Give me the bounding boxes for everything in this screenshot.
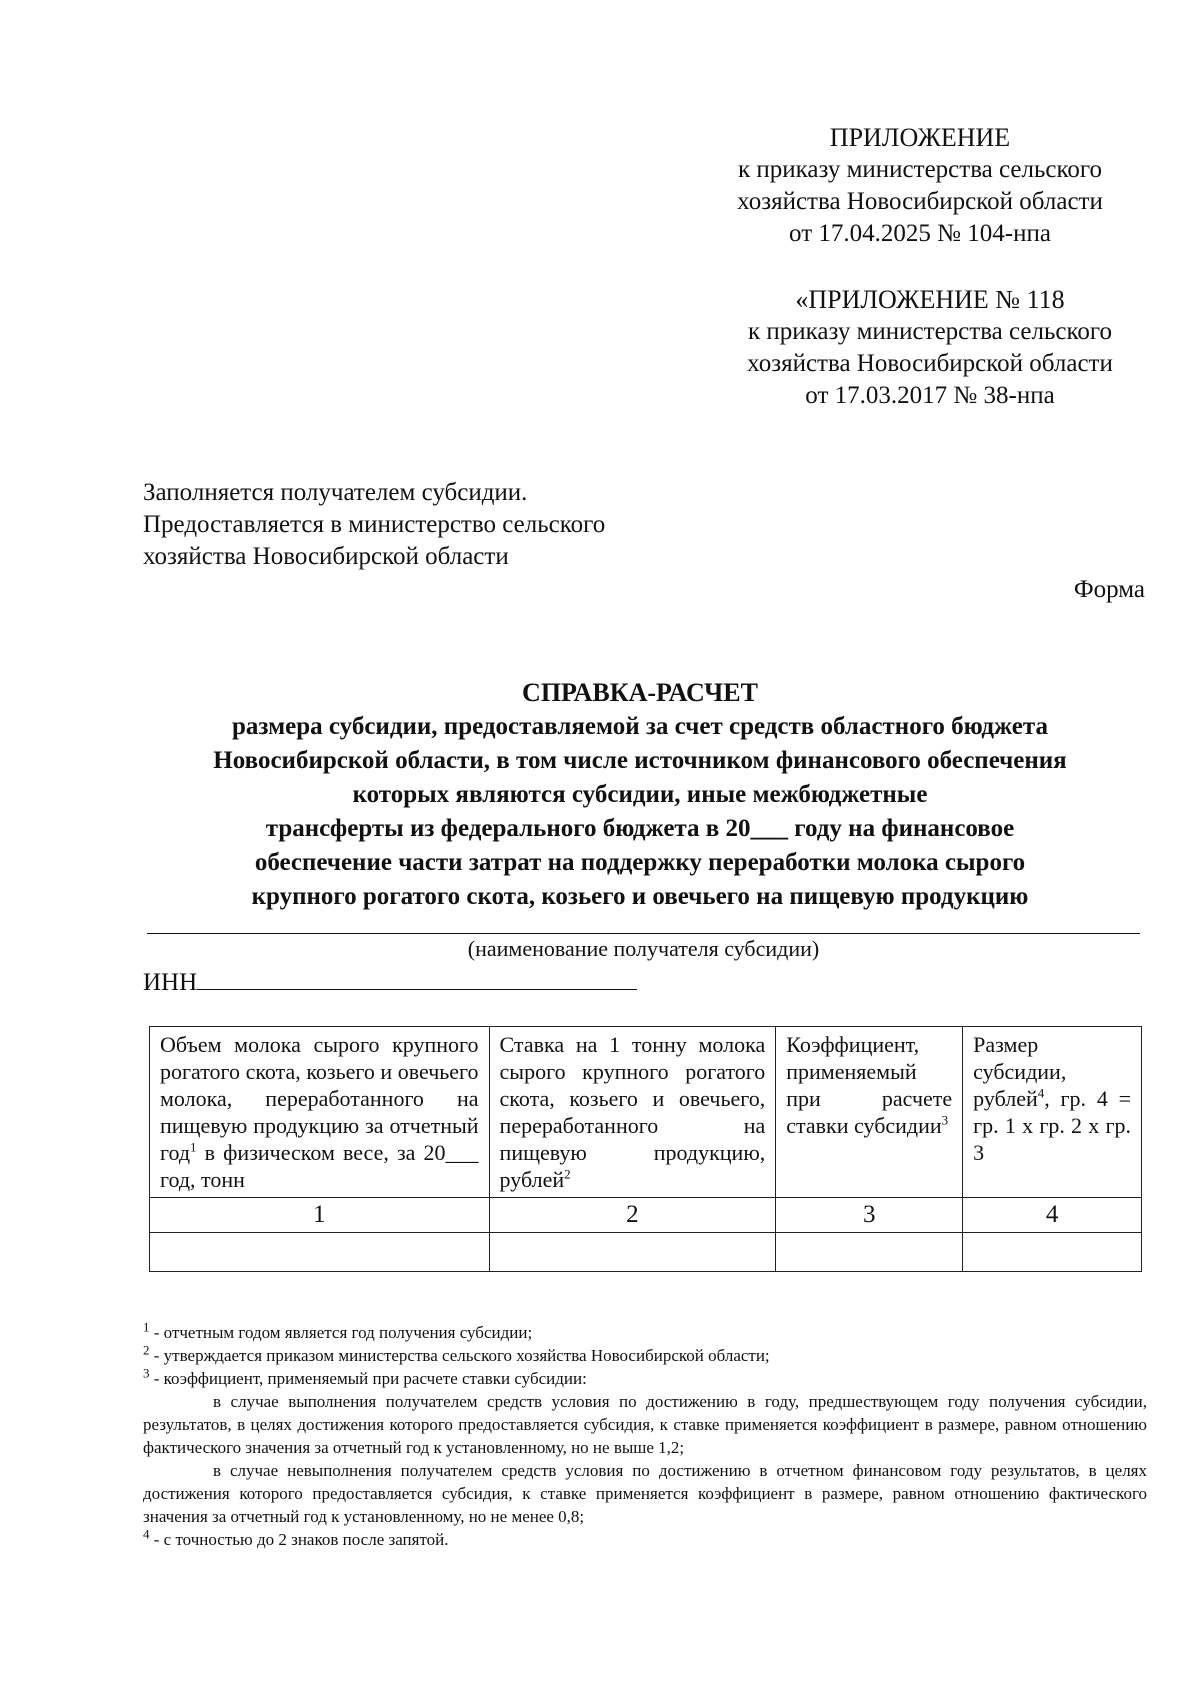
column-number: 3	[776, 1198, 963, 1233]
intro-line: хозяйства Новосибирской области	[143, 543, 509, 570]
footnotes	[143, 1321, 1147, 1551]
appendix-line: от 17.03.2017 № 38-нпа	[805, 382, 1055, 409]
header-cell-coefficient: Коэффициент, применяемый при расчете ставки субсидии$^3$	[776, 1027, 963, 1198]
title-line: обеспечение части затрат на поддержку переработки молока сырого	[254, 849, 1026, 876]
intro-line: Заполняется получателем субсидии.	[143, 479, 528, 506]
appendix-title: «ПРИЛОЖЕНИЕ № 118	[795, 285, 1065, 314]
title-line: размера субсидии, предоставляемой за счет средств областного бюджета	[232, 713, 1048, 740]
appendix-line: хозяйства Новосибирской области	[737, 188, 1103, 215]
table-data-row	[150, 1233, 1142, 1272]
appendix-title: ПРИЛОЖЕНИЕ	[829, 123, 1011, 152]
title-line: Новосибирской области, в том числе источником финансового обеспечения	[213, 747, 1067, 774]
recipient-caption: (наименование получателя субсидии)	[467, 936, 820, 961]
intro-note	[143, 477, 605, 573]
footnote: $^3$ - коэффициент, применяемый при расчете ставки субсидии:	[143, 1365, 587, 1388]
title-line: трансферты из федерального бюджета в 20___ году на финансовое	[265, 815, 1015, 842]
recipient-name-line[interactable]	[147, 933, 1140, 934]
calculation-table	[149, 1026, 1142, 1272]
title-line: которых являются субсидии, иные межбюджетные	[352, 781, 928, 808]
appendix-118-header	[680, 284, 1180, 412]
document-title	[140, 676, 1140, 914]
data-cell[interactable]	[776, 1233, 963, 1272]
appendix-header	[680, 122, 1160, 250]
footnote: $^1$ - отчетным годом является год получения субсидии;	[143, 1319, 533, 1342]
appendix-line: к приказу министерства сельского	[747, 318, 1112, 345]
data-cell[interactable]	[963, 1233, 1142, 1272]
footnote: $^4$ - с точностью до 2 знаков после запятой.	[143, 1526, 449, 1549]
table-header-row	[150, 1027, 1142, 1198]
inn-label: ИНН	[143, 969, 198, 996]
appendix-line: хозяйства Новосибирской области	[747, 350, 1113, 377]
header-cell-subsidy-amount: Размер субсидии, рублей$^4$, гр. 4 = гр. 1 x гр. 2 x гр. 3	[963, 1027, 1142, 1198]
appendix-line: от 17.04.2025 № 104-нпа	[789, 220, 1051, 247]
footnote-paragraph: в случае невыполнения получателем средств условия по достижению в отчетном финансовом году результатов, в целях достижения которого предоставляется субсидия, к ставке применяется коэффициент в размере, равном отношению фактического значения за отчетный год к установленному, но не менее 0,8;	[143, 1461, 1147, 1526]
footnote-paragraph: в случае выполнения получателем средств условия по достижению в году, предшествующем году получения субсидии, результатов, в целях достижения которого предоставляется субсидия, к ставке применяется коэффициент в размере, равном отношению фактического значения за отчетный год к установленному, но не выше 1,2;	[143, 1392, 1147, 1457]
inn-input-line[interactable]	[197, 963, 637, 990]
title-main: СПРАВКА-РАСЧЕТ	[522, 678, 758, 707]
column-number: 4	[963, 1198, 1142, 1233]
data-cell[interactable]	[150, 1233, 490, 1272]
intro-line: Предоставляется в министерство сельского	[143, 511, 606, 538]
data-cell[interactable]	[489, 1233, 776, 1272]
footnote: $^2$ - утверждается приказом министерства сельского хозяйства Новосибирской области;	[143, 1342, 770, 1365]
title-line: крупного рогатого скота, козьего и овечьего на пищевую продукцию	[251, 883, 1029, 910]
header-cell-milk-volume: Объем молока сырого крупного рогатого скота, козьего и овечьего молока, переработанного на пищевую продукцию за отчетный год$^1$ в физическом весе, за 20___ год, тонн	[150, 1027, 490, 1198]
form-label: Форма	[1073, 576, 1145, 603]
table-number-row	[150, 1198, 1142, 1233]
column-number: 1	[150, 1198, 490, 1233]
inn-field	[143, 963, 637, 997]
appendix-line: к приказу министерства сельского	[737, 156, 1102, 183]
column-number: 2	[489, 1198, 776, 1233]
header-cell-rate: Ставка на 1 тонну молока сырого крупного рогатого скота, козьего и овечьего, переработанного на пищевую продукцию, рублей$^2$	[489, 1027, 776, 1198]
